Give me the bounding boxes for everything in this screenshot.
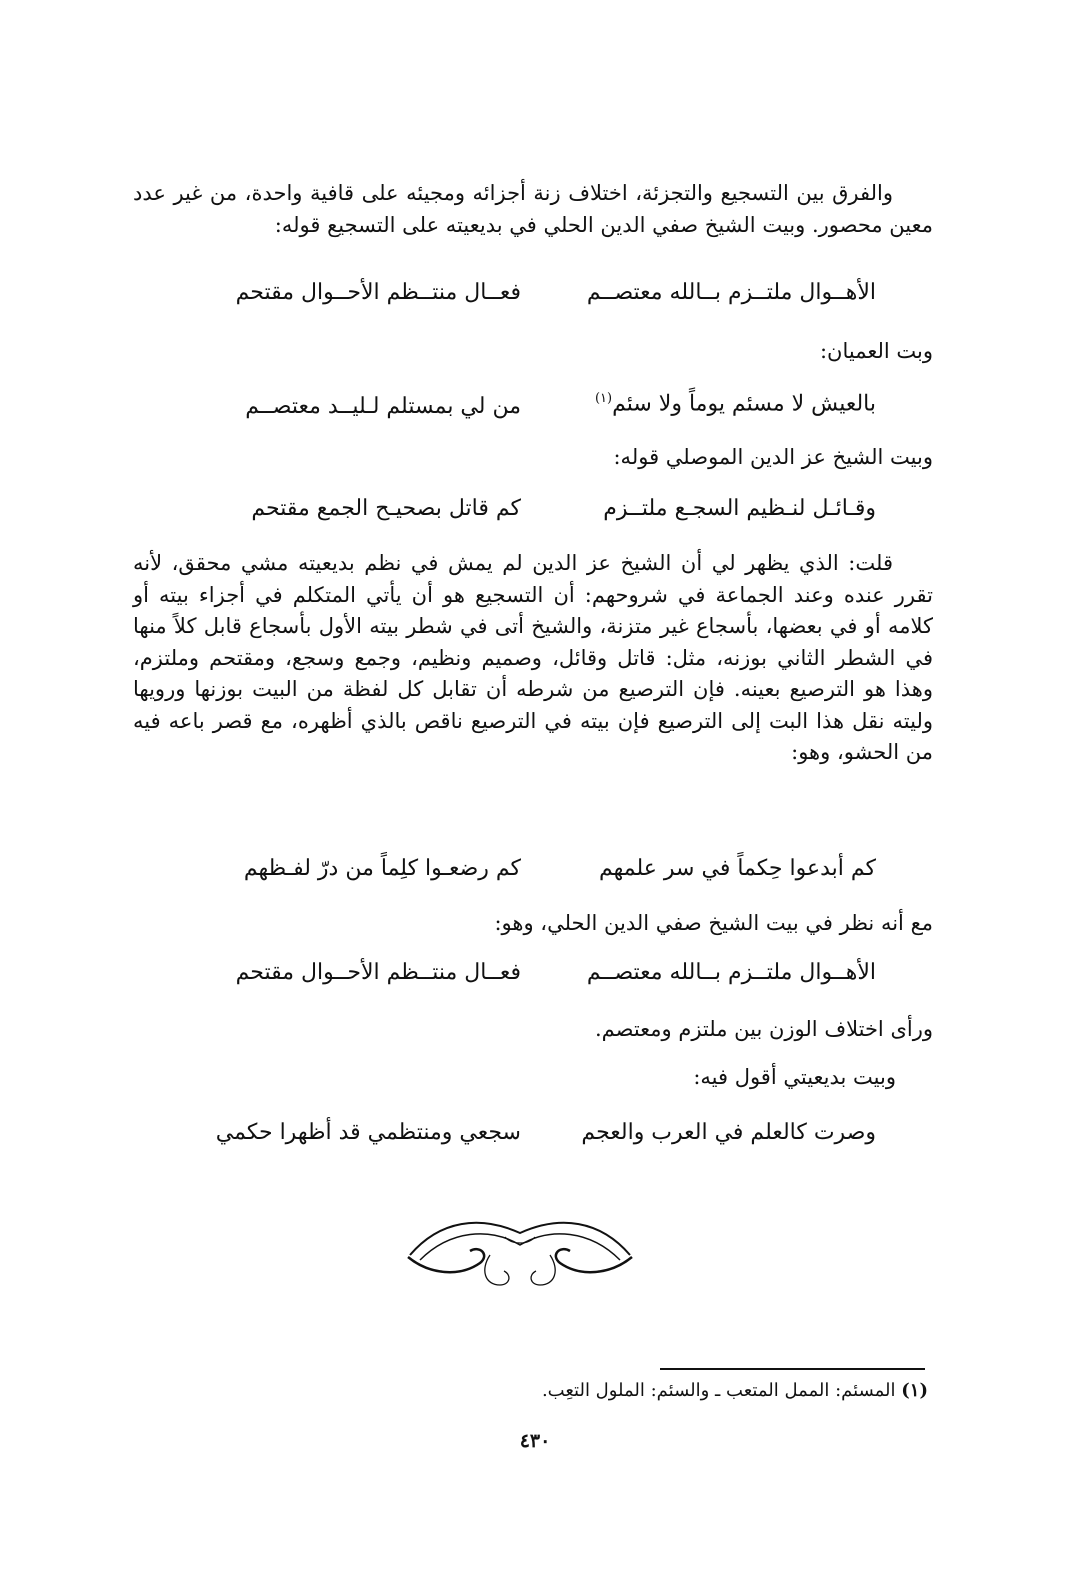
verse-4-first-hemistich: كم رضعـوا كلِماً من درّ لفـظهم — [243, 856, 521, 881]
footnote-number: (١) — [901, 1380, 928, 1401]
verse-5-first-hemistich: فعــال منتــظم الأحــوال مقتحم — [235, 960, 521, 985]
verse-3-first-hemistich: كم قاتل بصحيـح الجمع مقتحم — [251, 496, 521, 521]
verse-6-first-hemistich: سجعي ومنتظمي قد أظهرا حكمي — [215, 1120, 521, 1145]
page-number: ٤٣٠ — [519, 1430, 551, 1452]
verse-2-second-text: بالعيش لا مسئم يوماً ولا سئم — [612, 391, 876, 417]
verse-4-second-hemistich: كم أبدعوا حِكماً في سر علمهم — [599, 856, 876, 881]
verse-3-second-hemistich: وقـائـل لنـظيم السجـع ملتــزم — [603, 496, 876, 521]
line-meter-difference: ورأى اختلاف الوزن بين ملتزم ومعتصم. — [594, 1017, 933, 1041]
verse-1-first-hemistich: فعــال منتــظم الأحــوال مقتحم — [235, 280, 521, 305]
line-own-verse-intro: وبيت بديعيتي أقول فيه: — [693, 1065, 896, 1089]
footnote-separator — [660, 1368, 925, 1370]
verse-1-second-hemistich: الأهــوال ملتــزم بــالله معتصــم — [586, 280, 876, 305]
footnote — [542, 1378, 928, 1404]
line-mosuli-intro: وبيت الشيخ عز الدين الموصلي قوله: — [613, 445, 933, 469]
line-blind-verse-intro: وبت العميان: — [819, 339, 933, 363]
ornament-divider — [400, 1215, 640, 1300]
verse-5-second-hemistich: الأهــوال ملتــزم بــالله معتصــم — [586, 960, 876, 985]
footnote-text: المسئم: الممل المتعب ـ والسئم: الملول التعِب. — [541, 1380, 896, 1401]
paragraph-commentary: قلت: الذي يظهر لي أن الشيخ عز الدين لم يمش في نظم بديعيته مشي محقق، لأنه تقرر عنده وعند الجماعة في شروحهم: أن التسجيع هو أن يأتي المتكلم في أجزاء بيته أو كلامه أو في بعضها، بأسجاع غير متزنة، والشيخ أتى في شطر بيته الأول بأسجاع قابل كلاً منها في الشطر الثاني بوزنه، مثل: قاتل وقائل، وصميم ونظيم، وجمع وسجع، ومقتحم وملتزم، وهذا هو الترصيع بعينه. فإن الترصيع من شرطه أن تقابل كل لفظة من البيت بوزنها ورويها وليته نقل هذا البت إلى الترصيع فإن بيته في الترصيع ناقص بالذي أظهره، مع قصر باعه فيه من الحشو، وهو: — [133, 551, 933, 764]
line-hilli-reference: مع أنه نظر في بيت الشيخ صفي الدين الحلي، وهو: — [494, 911, 933, 935]
paragraph-intro: والفرق بين التسجيع والتجزئة، اختلاف زنة أجزائه ومجيئه على قافية واحدة، من غير عدد معين محصور. وبيت الشيخ صفي الدين الحلي في بديعيته على التسجيع قوله: — [133, 181, 933, 237]
verse-6-second-hemistich: وصرت كالعلم في العرب والعجم — [581, 1120, 876, 1145]
verse-2-first-hemistich: من لي بمستلم لـليــد معتصــم — [245, 394, 521, 419]
footnote-marker[interactable]: (١) — [594, 391, 613, 406]
verse-2-second-hemistich — [566, 382, 876, 421]
